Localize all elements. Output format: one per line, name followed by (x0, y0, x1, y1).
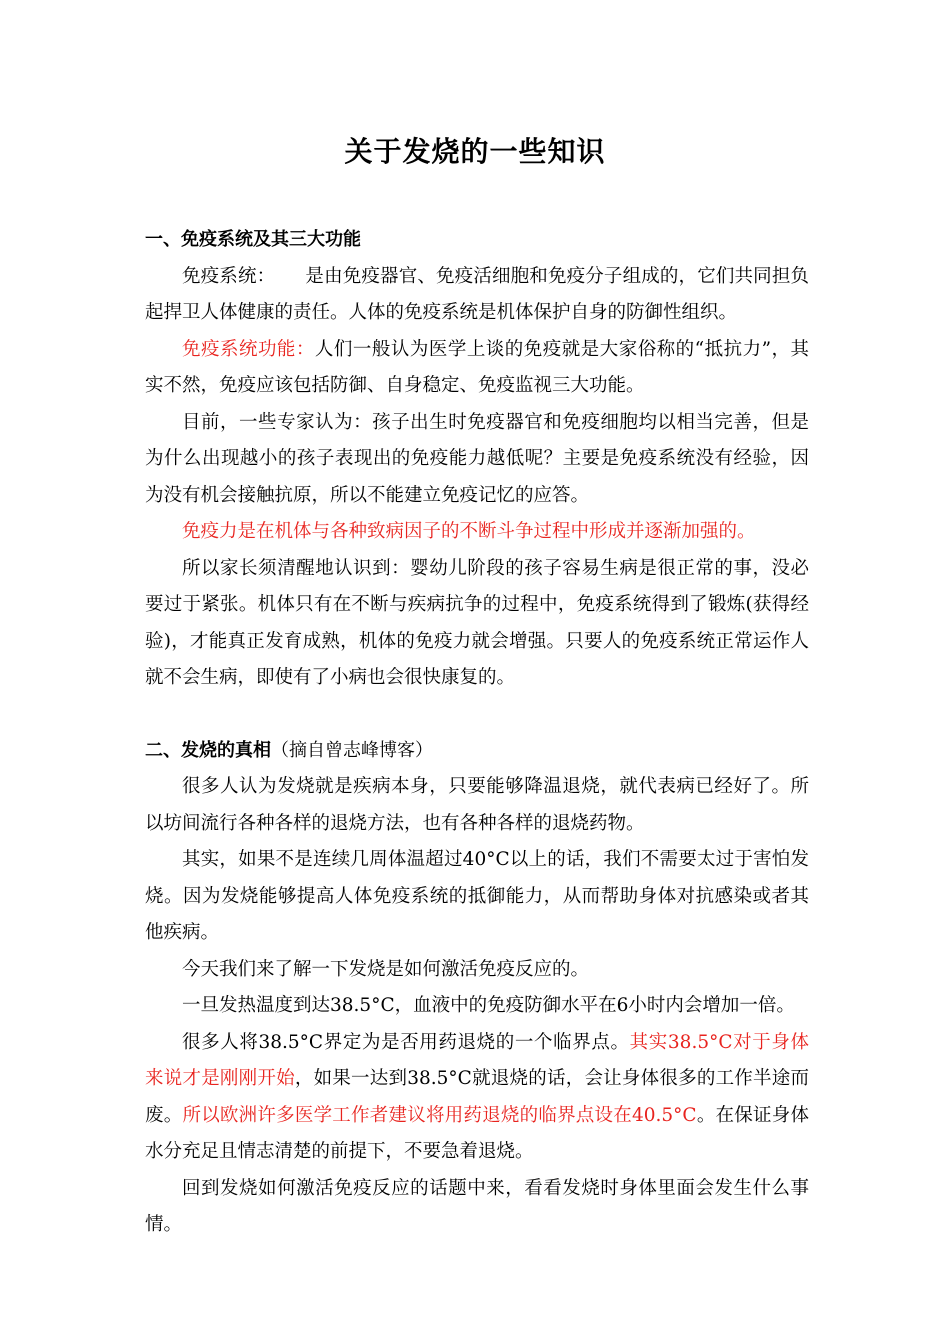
document-body (145, 222, 809, 1244)
paragraph: 很多人认为发烧就是疾病本身，只要能够降温退烧，就代表病已经好了。所以坊间流行各种各样的退烧方法，也有各种各样的退烧药物。 (145, 776, 809, 834)
section-heading-immune-system: 一、免疫系统及其三大功能 (145, 229, 361, 250)
paragraph: 免疫系统： 是由免疫器官、免疫活细胞和免疫分子组成的，它们共同担负起捍卫人体健康的责任。人体的免疫系统是机体保护自身的防御性组织。 (145, 265, 809, 323)
paragraph: 回到发烧如何激活免疫反应的话题中来，看看发烧时身体里面会发生什么事情。 (145, 1177, 809, 1235)
paragraph: 一旦发热温度到达38.5°C，血液中的免疫防御水平在6小时内会增加一倍。 (182, 995, 795, 1016)
highlight-text: 所以欧洲许多医学工作者建议将用药退烧的临界点设在40.5°C (182, 1104, 697, 1126)
section-heading-fever-truth: 二、发烧的真相（摘自曾志峰博客） (145, 739, 433, 761)
term-label: 免疫系统： (182, 265, 276, 287)
document-title: 关于发烧的一些知识 (344, 135, 606, 168)
paragraph: 目前，一些专家认为：孩子出生时免疫器官和免疫细胞均以相当完善，但是为什么出现越小的孩子表现出的免疫能力越低呢？主要是免疫系统没有经验，因为没有机会接触抗原，所以不能建立免疫记忆的应答。 (145, 411, 809, 506)
source-note: （摘自曾志峰博客） (271, 739, 433, 761)
paragraph: 所以家长须清醒地认识到：婴幼儿阶段的孩子容易生病是很正常的事，没必要过于紧张。机体只有在不断与疾病抗争的过程中，免疫系统得到了锻炼(获得经验)，才能真正发育成熟，机体的免疫力就会增强。只要人的免疫系统正常运作人就不会生病，即使有了小病也会很快康复的。 (145, 557, 809, 688)
paragraph: 很多人将38.5°C界定为是否用药退烧的一个临界点。其实38.5°C对于身体来说才是刚刚开始，如果一达到38.5°C就退烧的话，会让身体很多的工作半途而废。所以欧洲许多医学工作者建议将用药退烧的临界点设在40.5°C。在保证身体水分充足且情志清楚的前提下，不要急着退烧。 (145, 1031, 809, 1162)
paragraph: 今天我们来了解一下发烧是如何激活免疫反应的。 (182, 958, 590, 980)
highlight-paragraph: 免疫力是在机体与各种致病因子的不断斗争过程中形成并逐渐加强的。 (182, 521, 756, 542)
paragraph: 免疫系统功能：人们一般认为医学上谈的免疫就是大家俗称的“抵抗力”，其实不然，免疫应该包括防御、自身稳定、免疫监视三大功能。 (145, 338, 809, 396)
highlight-text: 其实38.5°C对于身体来说才是刚刚开始 (145, 1031, 809, 1089)
term-label-highlight: 免疫系统功能： (182, 338, 315, 360)
paragraph: 其实，如果不是连续几周体温超过40°C以上的话，我们不需要太过于害怕发烧。因为发烧能够提高人体免疫系统的抵御能力，从而帮助身体对抗感染或者其他疾病。 (145, 849, 809, 943)
